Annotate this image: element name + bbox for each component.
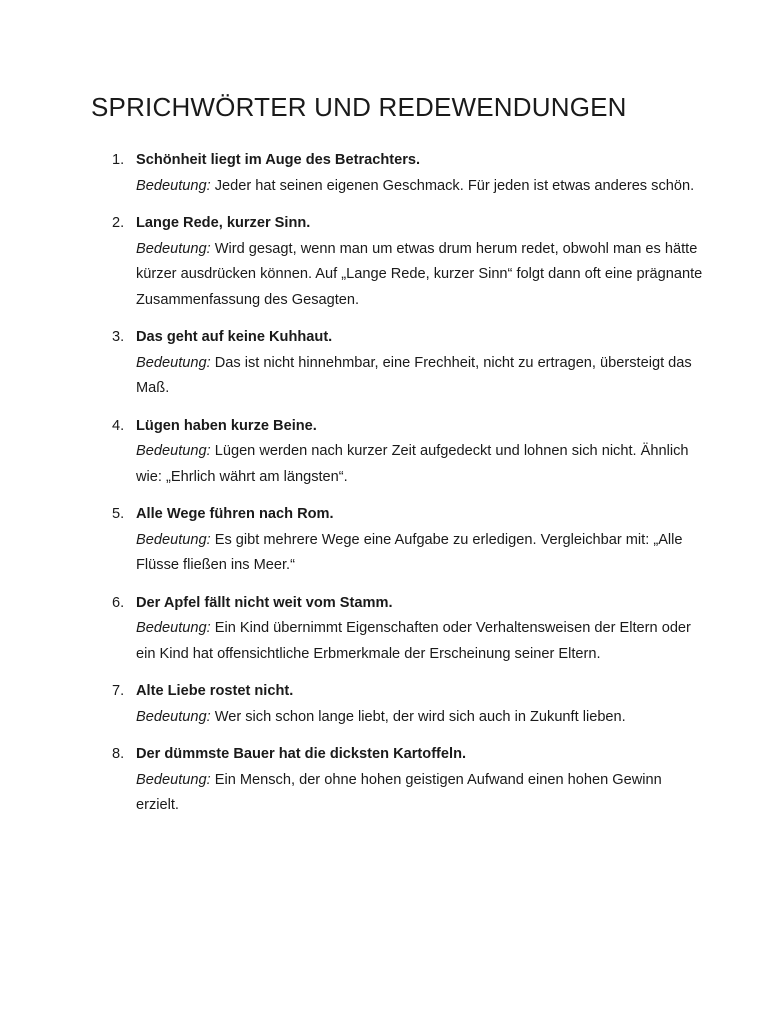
proverb-item-7 [0,679,768,730]
proverb-item-2 [0,211,768,313]
meaning-label: Bedeutung: [136,620,215,636]
item-number: 1. [112,152,125,168]
item-number: 8. [112,746,125,762]
proverb-text: Schönheit liegt im Auge des Betrachters. [136,152,421,168]
meaning-label: Bedeutung: [136,354,215,371]
page-title: SPRICHWÖRTER UND REDEWENDUNGEN [91,92,627,122]
meaning-text: Jeder hat seinen eigenen Geschmack. Für jeden ist etwas anderes schön. [214,177,695,194]
meaning-text: Wer sich schon lange liebt, der wird sich auch in Zukunft lieben. [214,708,626,725]
meaning-label: Bedeutung: [136,531,215,548]
proverb-item-8 [0,742,768,819]
meaning-text: Wird gesagt, wenn man um etwas drum herum redet, obwohl man es hätte kürzer ausdrücken können. Auf „Lange Rede, kurzer Sinn“ folgt dann oft eine prägnante Zusammenfassung des Gesagten. [136,240,703,308]
proverb-text: Alte Liebe rostet nicht. [136,683,294,699]
meaning-text: Es gibt mehrere Wege eine Aufgabe zu erledigen. Vergleichbar mit: „Alle Flüsse fließen ins Meer.“ [136,531,683,573]
meaning-text: Ein Kind übernimmt Eigenschaften oder Verhaltensweisen der Eltern oder ein Kind hat offensichtliche Erbmerkmale der Erscheinung seiner Eltern. [136,620,691,662]
item-number: 6. [112,594,125,611]
proverb-item-5 [0,502,768,579]
item-number: 4. [112,417,125,434]
item-number: 7. [112,683,125,699]
proverb-text: Der Apfel fällt nicht weit vom Stamm. [136,594,393,611]
meaning-text: Lügen werden nach kurzer Zeit aufgedeckt und lohnen sich nicht. Ähnlich wie: „Ehrlich währt am längsten“. [136,443,689,485]
proverb-text: Alle Wege führen nach Rom. [136,506,334,522]
proverb-item-4 [0,414,768,491]
item-number: 3. [112,329,125,345]
proverb-item-1 [0,148,768,199]
meaning-label: Bedeutung: [136,240,215,257]
proverb-text: Das geht auf keine Kuhhaut. [136,329,333,345]
proverb-text: Der dümmste Bauer hat die dicksten Kartoffeln. [136,746,467,762]
proverb-text: Lange Rede, kurzer Sinn. [136,215,311,231]
meaning-label: Bedeutung: [136,708,215,725]
proverb-item-6 [0,591,768,668]
meaning-label: Bedeutung: [136,177,215,194]
item-number: 5. [112,506,125,522]
proverb-text: Lügen haben kurze Beine. [136,417,317,434]
meaning-text: Ein Mensch, der ohne hohen geistigen Aufwand einen hohen Gewinn erzielt. [136,771,662,813]
meaning-label: Bedeutung: [136,443,215,459]
proverb-list [0,148,768,831]
meaning-label: Bedeutung: [136,771,215,788]
meaning-text: Das ist nicht hinnehmbar, eine Frechheit, nicht zu ertragen, übersteigt das Maß. [136,354,692,396]
proverb-item-3 [0,325,768,402]
item-number: 2. [112,215,125,231]
